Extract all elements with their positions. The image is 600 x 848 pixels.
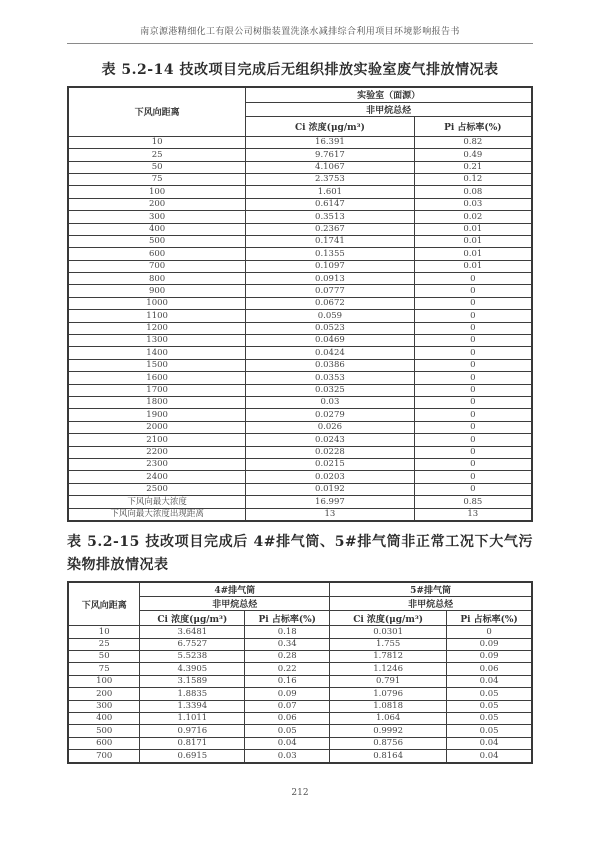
table-cell: 0.01 — [414, 235, 532, 247]
table-cell: 50 — [68, 651, 140, 663]
document-page — [67, 0, 533, 798]
table-row — [68, 198, 532, 210]
table-cell: 0.04 — [447, 737, 532, 749]
table-cell: 0 — [414, 359, 532, 371]
table-row — [68, 322, 532, 334]
table-cell: 1700 — [68, 384, 246, 396]
table-5-2-14-body — [68, 136, 532, 521]
column-header-ci-stack4: Ci 浓度(μg/m³) — [140, 611, 245, 626]
table-cell: 2200 — [68, 446, 246, 458]
table-cell: 0.2367 — [246, 223, 414, 235]
table-cell: 2000 — [68, 421, 246, 433]
column-header-pi-stack5: Pi 占标率(%) — [447, 611, 532, 626]
table-row — [68, 421, 532, 433]
table-cell: 0 — [414, 273, 532, 285]
table-row — [68, 675, 532, 687]
table-cell: 75 — [68, 173, 246, 185]
table-cell: 0 — [414, 310, 532, 322]
table-cell: 0.09 — [447, 651, 532, 663]
table-cell: 9.7617 — [246, 149, 414, 161]
table-cell: 0.05 — [447, 725, 532, 737]
table-cell: 0.03 — [414, 198, 532, 210]
table-cell: 0.9992 — [330, 725, 447, 737]
table-cell: 3.1589 — [140, 675, 245, 687]
table-cell: 0.0243 — [246, 434, 414, 446]
table-cell: 0 — [414, 322, 532, 334]
table-row — [68, 372, 532, 384]
table-cell: 0.0279 — [246, 409, 414, 421]
table-cell: 700 — [68, 750, 140, 763]
table-row — [68, 663, 532, 675]
table-cell: 1.1246 — [330, 663, 447, 675]
table-cell: 0 — [414, 409, 532, 421]
table-cell: 1.0796 — [330, 688, 447, 700]
column-header-stack5: 5#排气筒 — [330, 582, 532, 597]
table-cell: 1.601 — [246, 186, 414, 198]
table-cell: 0.0301 — [330, 626, 447, 638]
table-cell: 1.064 — [330, 712, 447, 724]
table-cell: 0 — [414, 483, 532, 495]
table-5-2-14-title: 表 5.2-14 技改项目完成后无组织排放实验室废气排放情况表 — [101, 61, 499, 78]
table-cell: 3.6481 — [140, 626, 245, 638]
table-cell: 0.8164 — [330, 750, 447, 763]
table-cell: 0 — [447, 626, 532, 638]
table-cell: 0.22 — [245, 663, 330, 675]
table-cell: 0.03 — [245, 750, 330, 763]
table-cell: 0.01 — [414, 260, 532, 272]
table-cell: 1300 — [68, 335, 246, 347]
table-cell: 2.3753 — [246, 173, 414, 185]
table-cell: 0.059 — [246, 310, 414, 322]
table-cell: 0 — [414, 384, 532, 396]
table-cell: 1.7812 — [330, 651, 447, 663]
table-cell: 16.997 — [246, 496, 414, 508]
table-cell: 1400 — [68, 347, 246, 359]
column-header-pollutant-stack5: 非甲烷总烃 — [330, 597, 532, 611]
column-header-ci: Ci 浓度(μg/m³) — [246, 116, 414, 136]
table-cell: 800 — [68, 273, 246, 285]
table-5-2-15-title: 表 5.2-15 技改项目完成后 4#排气筒、5#排气筒非正常工况下大气污染物排放情况表 — [67, 533, 533, 573]
table-cell: 下风向最大浓度 — [68, 496, 246, 508]
table-cell: 700 — [68, 260, 246, 272]
table-cell: 0.0469 — [246, 335, 414, 347]
table-cell: 2100 — [68, 434, 246, 446]
table-cell: 75 — [68, 663, 140, 675]
table-cell: 1800 — [68, 397, 246, 409]
table-cell: 200 — [68, 688, 140, 700]
table-row — [68, 638, 532, 650]
table-5-2-14 — [67, 86, 533, 522]
table-cell: 0.04 — [245, 737, 330, 749]
table-row — [68, 359, 532, 371]
table-cell: 0.18 — [245, 626, 330, 638]
table-cell: 0 — [414, 372, 532, 384]
table-cell: 0 — [414, 421, 532, 433]
table-cell: 100 — [68, 675, 140, 687]
column-header-source: 实验室（面源） — [246, 87, 532, 103]
table-cell: 0.026 — [246, 421, 414, 433]
table-cell: 2500 — [68, 483, 246, 495]
table-cell: 0.0353 — [246, 372, 414, 384]
table-cell: 200 — [68, 198, 246, 210]
table-cell: 0.21 — [414, 161, 532, 173]
table-row — [68, 700, 532, 712]
table-row — [68, 273, 532, 285]
table-row — [68, 508, 532, 521]
table-cell: 4.3905 — [140, 663, 245, 675]
table-row — [68, 446, 532, 458]
table-row — [68, 397, 532, 409]
table-row — [68, 149, 532, 161]
table-cell: 2300 — [68, 458, 246, 470]
table-cell: 0.01 — [414, 248, 532, 260]
table-row — [68, 651, 532, 663]
table-row — [68, 384, 532, 396]
table-cell: 0.82 — [414, 136, 532, 148]
table-row — [68, 248, 532, 260]
table-cell: 1.755 — [330, 638, 447, 650]
table-cell: 0.791 — [330, 675, 447, 687]
table-cell: 0.85 — [414, 496, 532, 508]
table-row — [68, 458, 532, 470]
table-cell: 0.01 — [414, 223, 532, 235]
column-header-pi-stack4: Pi 占标率(%) — [245, 611, 330, 626]
table-cell: 4.1067 — [246, 161, 414, 173]
header-rule — [67, 43, 533, 44]
table-row — [68, 347, 532, 359]
table-cell: 0.03 — [246, 397, 414, 409]
table-cell: 10 — [68, 136, 246, 148]
table-cell: 1.0818 — [330, 700, 447, 712]
table-cell: 13 — [414, 508, 532, 521]
table-row — [68, 737, 532, 749]
table-cell: 0.05 — [245, 725, 330, 737]
table-cell: 1100 — [68, 310, 246, 322]
table-cell: 100 — [68, 186, 246, 198]
table-cell: 0.6147 — [246, 198, 414, 210]
table-cell: 1000 — [68, 297, 246, 309]
table-row — [68, 235, 532, 247]
table-cell: 0 — [414, 471, 532, 483]
column-header-pi: Pi 占标率(%) — [414, 116, 532, 136]
table-cell: 0.0386 — [246, 359, 414, 371]
table-cell: 0.3513 — [246, 211, 414, 223]
table-cell: 0 — [414, 397, 532, 409]
table-cell: 10 — [68, 626, 140, 638]
table-row — [68, 173, 532, 185]
table-cell: 1900 — [68, 409, 246, 421]
table-cell: 0.0192 — [246, 483, 414, 495]
column-header-stack4: 4#排气筒 — [140, 582, 330, 597]
table-row — [68, 223, 532, 235]
table-cell: 0.05 — [447, 688, 532, 700]
table-cell: 0.0913 — [246, 273, 414, 285]
table-cell: 0.07 — [245, 700, 330, 712]
table-cell: 1600 — [68, 372, 246, 384]
table-cell: 0.06 — [447, 663, 532, 675]
table-cell: 1.3394 — [140, 700, 245, 712]
table-row — [68, 626, 532, 638]
table-cell: 0.05 — [447, 700, 532, 712]
table-5-2-15-body — [68, 626, 532, 763]
table-cell: 6.7527 — [140, 638, 245, 650]
table-cell: 0.16 — [245, 675, 330, 687]
table-row — [68, 211, 532, 223]
table-cell: 0.0777 — [246, 285, 414, 297]
table-cell: 900 — [68, 285, 246, 297]
table-cell: 600 — [68, 248, 246, 260]
table-cell: 5.5238 — [140, 651, 245, 663]
table-cell: 0 — [414, 347, 532, 359]
page-number: 212 — [291, 787, 309, 798]
table-cell: 0.34 — [245, 638, 330, 650]
table-cell: 500 — [68, 235, 246, 247]
table-cell: 300 — [68, 700, 140, 712]
doc-header-title: 南京源港精细化工有限公司树脂装置洗涤水减排综合利用项目环境影响报告书 — [140, 27, 460, 37]
table-cell: 0 — [414, 335, 532, 347]
column-header-pollutant: 非甲烷总烃 — [246, 102, 532, 116]
table-cell: 13 — [246, 508, 414, 521]
table-cell: 600 — [68, 737, 140, 749]
table-row — [68, 688, 532, 700]
table-cell: 0 — [414, 297, 532, 309]
table-row — [68, 310, 532, 322]
table-cell: 0.0672 — [246, 297, 414, 309]
table-row — [68, 285, 532, 297]
table-cell: 500 — [68, 725, 140, 737]
table-cell: 1500 — [68, 359, 246, 371]
table-cell: 0 — [414, 458, 532, 470]
table-row — [68, 186, 532, 198]
table-cell: 0.0325 — [246, 384, 414, 396]
table-cell: 下风向最大浓度出现距离 — [68, 508, 246, 521]
table-row — [68, 712, 532, 724]
column-header-pollutant-stack4: 非甲烷总烃 — [140, 597, 330, 611]
table-cell: 0 — [414, 446, 532, 458]
table-5-2-14-header — [68, 87, 532, 137]
table-cell: 16.391 — [246, 136, 414, 148]
table-row — [68, 725, 532, 737]
table-row — [68, 136, 532, 148]
table-5-2-15-header — [68, 582, 532, 626]
table-row — [68, 750, 532, 763]
table-cell: 25 — [68, 149, 246, 161]
table-cell: 400 — [68, 712, 140, 724]
table-row — [68, 335, 532, 347]
table-cell: 0.06 — [245, 712, 330, 724]
table-cell: 0.05 — [447, 712, 532, 724]
table-row — [68, 297, 532, 309]
table-cell: 0.6915 — [140, 750, 245, 763]
table-row — [68, 260, 532, 272]
table-cell: 400 — [68, 223, 246, 235]
table-row — [68, 496, 532, 508]
table-cell: 0.1741 — [246, 235, 414, 247]
table-row — [68, 434, 532, 446]
table-row — [68, 483, 532, 495]
table-row — [68, 471, 532, 483]
column-header-ci-stack5: Ci 浓度(μg/m³) — [330, 611, 447, 626]
column-header-distance: 下风向距离 — [68, 87, 246, 137]
table-cell: 2400 — [68, 471, 246, 483]
table-cell: 0.9716 — [140, 725, 245, 737]
table-cell: 0.09 — [245, 688, 330, 700]
table-cell: 1.1011 — [140, 712, 245, 724]
table-cell: 0.02 — [414, 211, 532, 223]
table-cell: 0.8171 — [140, 737, 245, 749]
table-cell: 0.8756 — [330, 737, 447, 749]
table-5-2-15 — [67, 581, 533, 763]
table-cell: 0.0523 — [246, 322, 414, 334]
table-cell: 0.1355 — [246, 248, 414, 260]
table-cell: 0.0228 — [246, 446, 414, 458]
table-cell: 1.8835 — [140, 688, 245, 700]
table-cell: 0.0203 — [246, 471, 414, 483]
table-cell: 1200 — [68, 322, 246, 334]
table-row — [68, 161, 532, 173]
table-cell: 25 — [68, 638, 140, 650]
column-header-distance: 下风向距离 — [68, 582, 140, 626]
table-cell: 0.08 — [414, 186, 532, 198]
table-cell: 0.49 — [414, 149, 532, 161]
table-cell: 0.04 — [447, 750, 532, 763]
table-cell: 0 — [414, 434, 532, 446]
table-cell: 50 — [68, 161, 246, 173]
table-cell: 0.0424 — [246, 347, 414, 359]
table-cell: 0.1097 — [246, 260, 414, 272]
table-cell: 0.04 — [447, 675, 532, 687]
table-cell: 0.09 — [447, 638, 532, 650]
table-cell: 0.28 — [245, 651, 330, 663]
table-cell: 0 — [414, 285, 532, 297]
table-cell: 0.0215 — [246, 458, 414, 470]
table-cell: 300 — [68, 211, 246, 223]
table-cell: 0.12 — [414, 173, 532, 185]
table-row — [68, 409, 532, 421]
